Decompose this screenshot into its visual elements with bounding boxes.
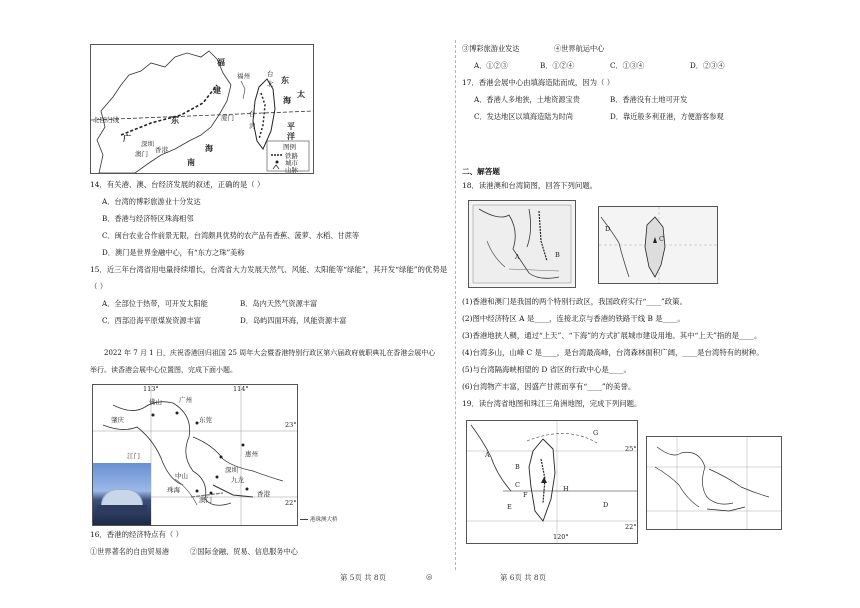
convention-center-photo — [93, 463, 151, 525]
q18-map-label-d: D — [605, 225, 611, 233]
q19-map-label-25: 25° — [625, 445, 637, 453]
bridge-legend-line — [300, 519, 308, 520]
q17-option-a: A．香港人多地狭，土地资源宝贵 — [474, 95, 580, 104]
q15-stem: 15．近三年台湾省用电量持续增长，台湾省大力发展天然气、风能、太阳能等“绿能”，其开发“绿能”的优势是 — [90, 265, 448, 274]
map2-label: 香港 — [257, 490, 270, 498]
map2-label: 九龙 — [231, 476, 244, 484]
q18-map-label-b: B — [555, 251, 560, 259]
map1-legend-title: 图例 — [283, 143, 296, 151]
map2-label: 中山 — [175, 472, 188, 480]
map2-label: 江门 — [127, 452, 140, 460]
map1-label: 北回归线 — [93, 116, 119, 124]
q17-option-b: B．香港没有土地可开发 — [610, 95, 688, 104]
map1-label: 湾 — [249, 122, 256, 130]
map1-label: 澳门 — [135, 150, 148, 158]
q19-stem: 19．读台湾省地图和珠江三角洲地图，完成下列问题。 — [462, 399, 642, 408]
q19-map-label-g: G — [593, 429, 599, 437]
taiwan-province-map-drawing — [467, 421, 637, 543]
q15-option-c: C．西部沿海平原煤炭资源丰富 — [102, 316, 201, 325]
map1-label: 平 — [287, 121, 295, 131]
map1-label: 台 — [249, 110, 256, 118]
q15-stem-bracket: （ ） — [90, 282, 108, 291]
map2-label: 23° — [285, 421, 297, 429]
q19-map-label-h: H — [563, 485, 569, 493]
hk-convention-center-map — [92, 384, 298, 526]
map1-label: 太 — [297, 89, 305, 99]
binding-mark: ◎ — [426, 572, 433, 581]
page-number-left: 第 5页 共 8页 — [340, 573, 387, 582]
map2-label: 澳门 — [199, 496, 212, 504]
q16-choice-c: C．①③④ — [610, 61, 645, 70]
q16-stem: 16．香港的经济特点有（ ） — [90, 530, 184, 539]
q15-option-a: A．全部位于热带，可开发太阳能 — [102, 299, 208, 308]
taiwan-map-q18-drawing — [599, 207, 717, 283]
map1-label: 广 — [123, 133, 131, 143]
hk-macau-map-drawing — [469, 201, 575, 287]
page-number-right: 第 6页 共 8页 — [500, 573, 547, 582]
pearl-river-delta-map — [646, 436, 782, 530]
q18-item-6: (6)台湾物产丰富，因盛产甘蔗而享有“____”的美誉。 — [462, 382, 636, 391]
map1-label: 福州 — [237, 72, 250, 80]
intro-line-1: 2022 年 7 月 1 日，庆祝香港回归祖国 25 周年大会暨香港特别行政区第六届政府就职典礼在香港会展中心 — [104, 349, 436, 357]
map1-label: 厦门 — [221, 114, 234, 122]
bridge-legend-label: 港珠澳大桥 — [310, 517, 338, 523]
q19-map-label-f: F — [523, 491, 528, 499]
fujian-taiwan-map — [90, 44, 314, 174]
map1-label: 台 — [267, 70, 274, 78]
q18-map-label-a: A — [515, 253, 520, 261]
q14-option-b: B．香港与经济特区珠海相邻 — [102, 214, 194, 223]
map2-label: 广州 — [179, 396, 192, 404]
map1-label: 洋 — [287, 131, 295, 141]
map1-label: 东 — [171, 115, 179, 125]
q18-item-4: (4)台湾多山，山峰 C 是____，是台湾最高峰，台湾森林面积广阔，____是台湾特有的树种。 — [462, 348, 764, 357]
map1-label: 北 — [267, 80, 274, 88]
map1-label: 东 — [281, 75, 289, 85]
q19-map-label-b: B — [515, 463, 520, 471]
map1-label: 海 — [205, 143, 213, 153]
hk-macau-map — [468, 200, 576, 288]
map2-label: 22° — [285, 499, 297, 507]
q18-item-2: (2)图中经济特区 A 是____，连接北京与香港的铁路干线 B 是____。 — [462, 314, 685, 323]
map2-label: 东莞 — [199, 416, 212, 424]
q15-option-b: B．岛内天然气资源丰富 — [240, 299, 318, 308]
q18-item-1: (1)香港和澳门是我国的两个特别行政区，我国政府实行“____”政策。 — [462, 297, 687, 306]
map2-label: 佛山 — [149, 398, 162, 406]
q19-map-label-e: E — [507, 503, 512, 511]
map2-label: 肇庆 — [111, 416, 124, 424]
taiwan-province-map — [466, 420, 638, 544]
q16-option-1: ①世界著名的自由贸易港 — [90, 547, 170, 556]
q14-option-c: C．闽台农业合作前景无限，台湾颇具优势的农产品有香蕉、菠萝、水稻、甘蔗等 — [102, 231, 360, 240]
map1-label: 南 — [187, 157, 195, 167]
prd-q19-map-drawing — [647, 437, 781, 529]
q16-choice-b: B．①②④ — [540, 61, 575, 70]
map1-label: 建 — [213, 85, 221, 95]
q17-option-c: C．发达地区以填海造陆为时尚 — [474, 112, 573, 121]
q19-map-label-a: A — [485, 451, 490, 459]
q14-option-a: A．台湾的博彩旅游业十分发达 — [102, 197, 201, 206]
map1-label: 海 — [283, 95, 291, 105]
map1-label: 深圳 — [141, 140, 154, 148]
q14-option-d: D．澳门是世界金融中心，有“东方之珠”美称 — [102, 248, 245, 257]
map2-label: 惠州 — [245, 450, 258, 458]
map2-label: 深圳 — [225, 466, 238, 474]
q16-choice-d: D．②③④ — [690, 61, 725, 70]
intro-line-2: 举行。读香港会展中心位置图，完成下面小题。 — [90, 366, 237, 374]
q16-option-2: ②国际金融、贸易、信息服务中心 — [190, 547, 298, 556]
map1-legend-railway: 铁路 — [285, 152, 298, 160]
q19-map-label-22: 22° — [625, 523, 637, 531]
q19-map-label-120: 120° — [553, 533, 569, 541]
fujian-taiwan-map-drawing — [91, 45, 313, 173]
map2-label: 113° — [143, 385, 159, 393]
q19-map-label-c: C — [515, 481, 520, 489]
q18-stem: 18．读港澳和台湾简图，回答下列问题。 — [462, 181, 598, 190]
map1-label: 福 — [217, 57, 225, 67]
taiwan-map-q18 — [598, 206, 718, 284]
q16-choice-a: A．①②③ — [474, 61, 508, 70]
section-heading: 二、解答题 — [462, 167, 500, 176]
q16-option-3: ③博彩旅游业发达 — [462, 44, 520, 53]
q15-option-d: D．岛屿四面环海，风能资源丰富 — [240, 316, 347, 325]
q16-option-4: ④世界航运中心 — [554, 44, 605, 53]
right-page — [430, 0, 860, 608]
q18-map-label-c: C — [659, 235, 664, 243]
q18-item-5: (5)与台湾隔海峡相望的 D 省区的行政中心是____。 — [462, 365, 631, 374]
q18-item-3: (3)香港地狭人稠，通过“上天”、“下海”的方式扩展城市建设用地。其中“上天”指的是____。 — [462, 331, 762, 340]
map2-label: 114° — [233, 385, 249, 393]
q14-stem: 14．有关港、澳、台经济发展的叙述，正确的是（ ） — [90, 180, 265, 189]
map1-label: 香港 — [155, 146, 168, 154]
map1-legend-mountain: 山脉 — [285, 166, 298, 174]
map2-label: 珠海 — [167, 486, 180, 494]
q17-stem: 17．香港会展中心由填海造陆而成，因为（ ） — [462, 78, 615, 87]
q19-map-label-d: D — [603, 501, 609, 509]
q17-option-d: D．靠近般多利亚港，方便游客参观 — [610, 112, 724, 121]
map1-legend-city: 城市 — [285, 159, 298, 167]
